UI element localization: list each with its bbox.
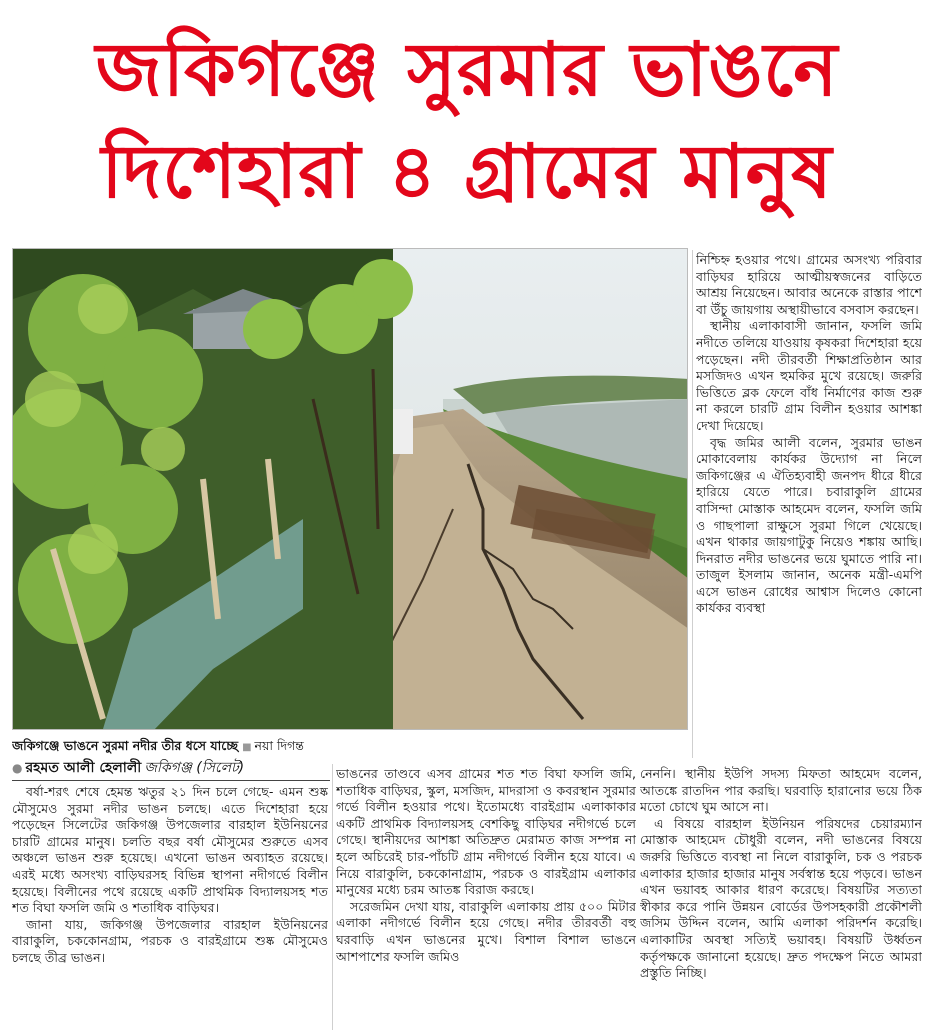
paragraph: জানা যায়, জকিগঞ্জ উপজেলার বারহাল ইউনিয়নের বারাকুলি, চককোনগ্রাম, পরচক ও বারইগ্রামে শুষ্ক মৌসুমেও চলছে তীব্র ভাঙন। [12, 916, 328, 965]
byline-place: জকিগঞ্জ (সিলেট) [144, 760, 245, 776]
paragraph: বর্ষা-শরৎ শেষে হেমন্ত ঋতুর ২১ দিন চলে গেছে- এমন শুষ্ক মৌসুমেও সুরমা নদীর ভাঙন চলছে। এতে দিশেহারা হয়ে পড়েছেন সিলেটের জকিগঞ্জ উপজেলার বারহাল ইউনিয়নের চারটি গ্রামের মানুষ। চলতি বছর বর্ষা মৌসুমের শুরুতে এসব অঞ্চলে ভাঙন শুরু হয়েছে। এখনো ভাঙন অব্যাহত রয়েছে। এরই মধ্যে অসংখ্য বাড়িঘরসহ বিভিন্ন স্থাপনা নদীগর্ভে বিলীন হয়েছে। বিলীনের পথে রয়েছে একটি প্রাথমিক বিদ্যালয়সহ শত শত বিঘা ফসলি জমি ও শতাধিক বাড়িঘর। [12, 784, 328, 916]
column-divider [332, 764, 333, 1030]
news-photo [12, 248, 688, 730]
article-column-right-top [696, 252, 922, 752]
paragraph: এ বিষয়ে বারহাল ইউনিয়ন পরিষদের চেয়ারম্যান মোস্তাক আহমেদ চৌধুরী বলেন, নদী ভাঙনের বিষয়ে জরুরি ভিত্তিতে ব্যবস্থা না নিলে বারাকুলি, চক ও পরচক এলাকার হাজার হাজার মানুষ সর্বস্বান্ত হয়ে পড়বে। ভাঙন এখন ভয়াবহ আকার ধারণ করেছে। বিষয়টির সত্যতা স্বীকার করে পানি উন্নয়ন বোর্ডের উপসহকারী প্রকৌশলী জসিম উদ্দিন বলেন, আমি এলাকা পরিদর্শন করেছি। এলাকাটির অবস্থা সত্যিই ভয়াবহ। বিষয়টি উর্ধ্বতন কর্তৃপক্ষকে জানানো হয়েছে। দ্রুত পদক্ষেপ নিতে আমরা প্রস্তুতি নিচ্ছি। [640, 815, 922, 981]
byline-author: রহমত আলী হেলালী [25, 760, 142, 776]
paragraph: সরেজমিন দেখা যায়, বারাকুলি এলাকায় প্রায় ৫০০ মিটার এলাকা নদীগর্ভে বিলীন হয়ে গেছে। নদীর তীরবর্তী বহু ঘরবাড়ি এখন ভাঙনের মুখে। বিশাল বিশাল ভাঙনে আশপাশের ফসলি জমিও [336, 898, 636, 964]
paragraph: ভাঙনের তাণ্ডবে এসব গ্রামের শত শত বিঘা ফসলি জমি, শতাধিক বাড়িঘর, স্কুল, মসজিদ, মাদরাসা ও কবরস্থান সুরমার গর্ভে বিলীন হওয়ার পথে। ইতোমধ্যে বারইগ্রাম এলাকাকার একটি প্রাথমিক বিদ্যালয়সহ বেশকিছু বাড়িঘর নদীগর্ভে চলে গেছে। স্থানীয়দের আশঙ্কা অতিদ্রুত মেরামত কাজ সম্পন্ন না হলে অচিরেই চার-পাঁচটি গ্রাম নদীগর্ভে বিলীন হয়ে যাবে। এ নিয়ে বারাকুলি, চককোনাগ্রাম, পরচক ও বারইগ্রাম এলাকার মানুষের মধ্যে চরম আতঙ্ক বিরাজ করছে। [336, 766, 636, 898]
headline [0, 8, 934, 240]
article-column-4 [640, 766, 922, 1029]
article-column-2 [336, 766, 636, 1029]
paragraph: বৃদ্ধ জমির আলী বলেন, সুরমার ভাঙন মোকাবেলায় কার্যকর উদ্যোগ না নিলে জকিগঞ্জের এ ঐতিহ্যবাহী জনপদ ধীরে ধীরে হারিয়ে যেতে পারে। চবারাকুলি গ্রামের বাসিন্দা মোস্তাক আহমেদ বলেন, ফসলি জমি ও গাছপালা রাক্ষুসে সুরমা গিলে খেয়েছে। এখন থাকার জায়গাটুকু নিয়েও শঙ্কায় আছি। দিনরাত নদীর ভাঙনের ভয়ে ঘুমাতে পারি না। তাজুল ইসলাম জানান, অনেক মন্ত্রী-এমপি এসে ভাঙন রোধের আশ্বাস দিলেও কোনো কার্যকর ব্যবস্থা [696, 434, 922, 616]
paragraph: নিশ্চিহ্ন হওয়ার পথে। গ্রামের অসংখ্য পরিবার বাড়িঘর হারিয়ে আত্মীয়স্বজনের বাড়িতে আশ্রয় নিয়েছেন। আবার অনেকে রাস্তার পাশে বা উঁচু জায়গায় অস্থায়ীভাবে বসবাস করছেন। [696, 252, 922, 317]
column-divider [692, 250, 693, 758]
article-column-1 [12, 784, 328, 1029]
headline-line-2: দিশেহারা ৪ গ্রামের মানুষ [101, 129, 833, 215]
photo-caption [12, 736, 688, 756]
bullet-icon: ● [12, 761, 23, 775]
paragraph: নেননি। স্থানীয় ইউপি সদস্য মিফতা আহমেদ বলেন, আতঙ্কে রাতদিন পার করছি। ঘরবাড়ি হারানোর ভয়ে ঠিক মতো চোখে ঘুম আসে না। [640, 766, 922, 815]
paragraph: স্থানীয় এলাকাবাসী জানান, ফসলি জমি নদীতে তলিয়ে যাওয়ায় কৃষকরা দিশেহারা হয়ে পড়েছেন। নদী তীরবর্তী শিক্ষাপ্রতিষ্ঠান আর মসজিদও এখন হুমকির মুখে রয়েছে। জরুরি ভিত্তিতে ব্লক ফেলে বাঁধ নির্মাণের কাজ শুরু না করলে চারটি গ্রাম বিলীন হওয়ার আশঙ্কা দেখা দিয়েছে। [696, 318, 922, 433]
riverbank-erosion-photo [13, 249, 688, 730]
byline-rule [12, 780, 330, 781]
caption-text: জকিগঞ্জে ভাঙনে সুরমা নদীর তীর ধসে যাচ্ছে [12, 738, 239, 753]
byline [12, 758, 328, 778]
photo-credit: নয়া দিগন্ত [254, 738, 304, 753]
headline-line-1: জকিগঞ্জে সুরমার ভাঙনে [95, 27, 839, 113]
caption-separator-icon: ■ [242, 742, 252, 753]
